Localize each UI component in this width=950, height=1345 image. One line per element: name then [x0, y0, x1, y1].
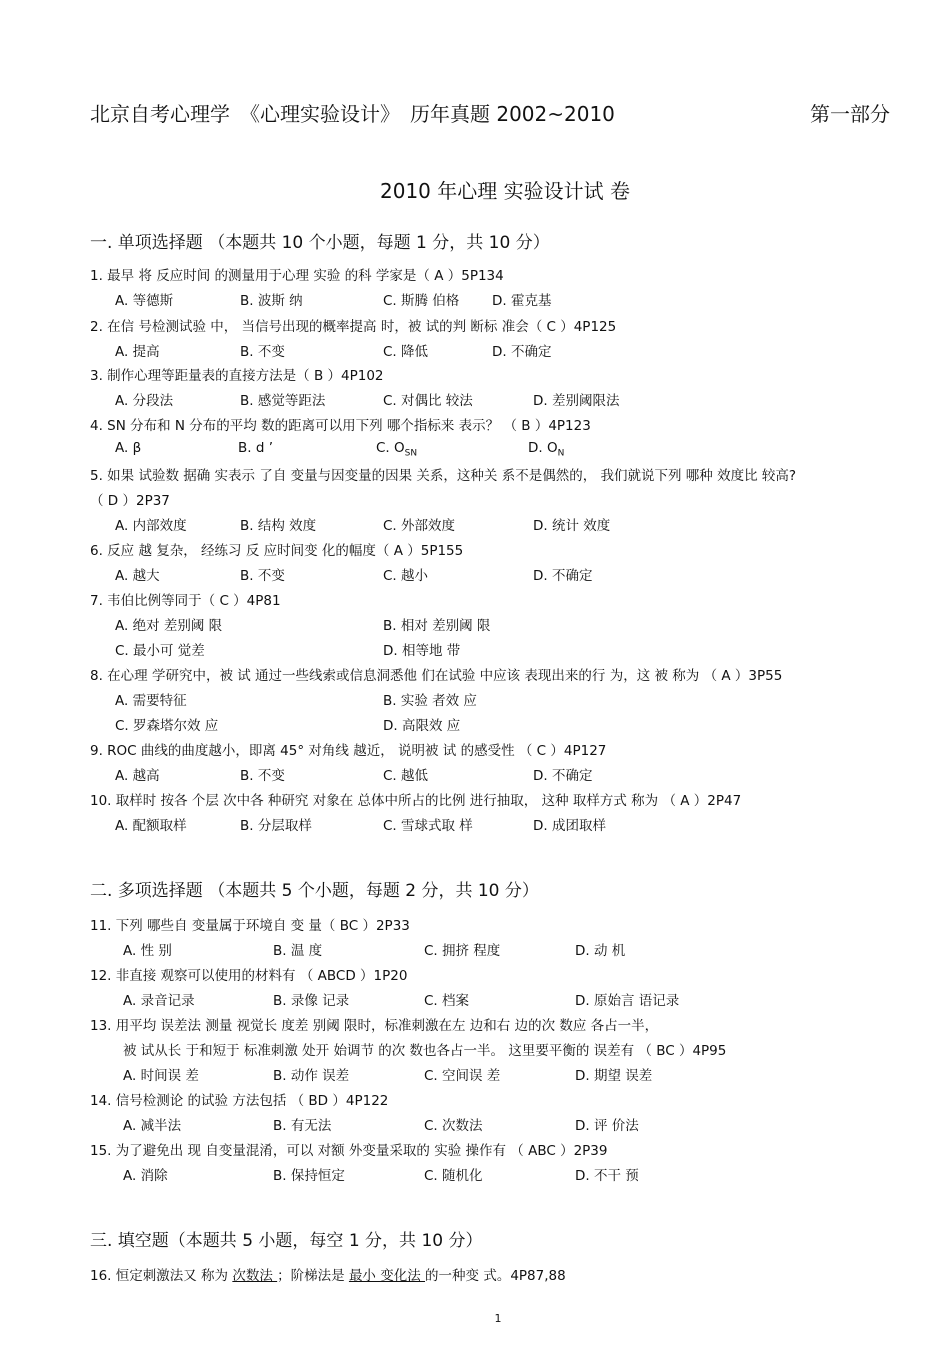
question-2: 2. 在信 号检测试验 中， 当信号出现的概率提高 时，被 试的判 断标 准会（ C ）4P125 — [90, 319, 617, 335]
q10-option-a: A. 配额取样 — [115, 818, 187, 834]
section-heading-multiple-choice: 二. 多项选择题 （本题共 5 个小题，每题 2 分，共 10 分） — [90, 881, 539, 901]
q15-option-c: C. 随机化 — [424, 1168, 483, 1184]
q12-option-d: D. 原始言 语记录 — [575, 993, 680, 1009]
q13-option-b: B. 动作 误差 — [273, 1068, 350, 1084]
q5-option-a: A. 内部效度 — [115, 518, 187, 534]
q3-option-a: A. 分段法 — [115, 393, 174, 409]
q2-option-d: D. 不确定 — [492, 344, 552, 360]
q4-option-b: B. d ’ — [238, 440, 273, 456]
q5-option-d: D. 统计 效度 — [533, 518, 611, 534]
question-6: 6. 反应 越 复杂， 经练习 反 应时间变 化的幅度（ A ）5P155 — [90, 543, 464, 559]
q7-option-a: A. 绝对 差别阈 限 — [115, 618, 223, 634]
question-4: 4. SN 分布和 N 分布的平均 数的距离可以用下列 哪个指标来 表示？ （ B ）4P123 — [90, 418, 591, 434]
q1-option-b: B. 波斯 纳 — [240, 293, 303, 309]
q12-option-c: C. 档案 — [424, 993, 470, 1009]
q1-option-d: D. 霍克基 — [492, 293, 552, 309]
question-12: 12. 非直接 观察可以使用的材料有 （ ABCD ）1P20 — [90, 968, 408, 984]
page-number: 1 — [494, 1312, 502, 1325]
q4-option-d: D. $O_N$ — [528, 440, 565, 459]
question-1: 1. 最早 将 反应时间 的测量用于心理 实验 的科 学家是（ A ）5P134 — [90, 268, 504, 284]
q6-option-a: A. 越大 — [115, 568, 160, 584]
q16-text-start: 16. 恒定刺激法又 称为 — [90, 1268, 233, 1284]
q6-option-d: D. 不确定 — [533, 568, 593, 584]
q14-option-a: A. 减半法 — [123, 1118, 182, 1134]
q16-text-end: 的一种变 式。4P87,88 — [425, 1268, 566, 1284]
q8-option-c: C. 罗森塔尔效 应 — [115, 718, 219, 734]
q14-option-b: B. 有无法 — [273, 1118, 332, 1134]
q9-option-c: C. 越低 — [383, 768, 429, 784]
q10-option-c: C. 雪球式取 样 — [383, 818, 473, 834]
exam-title: 2010 年心理 实验设计试 卷 — [380, 179, 630, 203]
q14-option-c: C. 次数法 — [424, 1118, 483, 1134]
q13-option-d: D. 期望 误差 — [575, 1068, 653, 1084]
q6-option-c: C. 越小 — [383, 568, 429, 584]
q15-option-a: A. 消除 — [123, 1168, 168, 1184]
q13-option-c: C. 空间误 差 — [424, 1068, 501, 1084]
q4-option-c: C. $O_{SN}$ — [376, 440, 418, 459]
q8-option-d: D. 高限效 应 — [383, 718, 461, 734]
q5-option-b: B. 结构 效度 — [240, 518, 317, 534]
q4-option-a: A. β — [115, 440, 142, 456]
question-14: 14. 信号检测论 的试验 方法包括 （ BD ）4P122 — [90, 1093, 389, 1109]
q7-option-b: B. 相对 差别阈 限 — [383, 618, 491, 634]
q13-option-a: A. 时间误 差 — [123, 1068, 199, 1084]
q8-option-a: A. 需要特征 — [115, 693, 187, 709]
q10-option-d: D. 成团取样 — [533, 818, 606, 834]
q1-option-c: C. 斯腾 伯格 — [383, 293, 460, 309]
q11-option-c: C. 拥挤 程度 — [424, 943, 501, 959]
question-15: 15. 为了避免出 现 自变量混淆，可以 对额 外变量采取的 实验 操作有 （ ABC ）2P39 — [90, 1143, 608, 1159]
q7-option-d: D. 相等地 带 — [383, 643, 461, 659]
q12-option-b: B. 录像 记录 — [273, 993, 350, 1009]
question-13-continued: 被 试从长 于和短于 标准刺激 处开 始调节 的次 数也各占一半。 这里要平衡的 误差有 （ BC ）4P95 — [123, 1043, 727, 1059]
question-13: 13. 用平均 误差法 测量 视觉长 度差 别阈 限时，标准刺激在左 边和右 边的次 数应 各占一半， — [90, 1018, 659, 1034]
q11-option-b: B. 温 度 — [273, 943, 323, 959]
q14-option-d: D. 评 价法 — [575, 1118, 639, 1134]
part-label: 第一部分 — [810, 102, 890, 126]
question-7: 7. 韦伯比例等同于（ C ）4P81 — [90, 593, 281, 609]
q16-answer-1: 次数法 — [232, 1268, 278, 1284]
q11-option-d: D. 动 机 — [575, 943, 626, 959]
question-10: 10. 取样时 按各 个层 次中各 种研究 对象在 总体中所占的比例 进行抽取， 这种 取样方式 称为 （ A ）2P47 — [90, 793, 742, 809]
q10-option-b: B. 分层取样 — [240, 818, 312, 834]
question-9: 9. ROC 曲线的曲度越小，即离 45° 对角线 越近， 说明被 试 的感受性 （ C ）4P127 — [90, 743, 607, 759]
document-header: 北京自考心理学 《心理实验设计》 历年真题 2002~2010 — [90, 102, 615, 126]
q2-option-b: B. 不变 — [240, 344, 285, 360]
q1-option-a: A. 等德斯 — [115, 293, 174, 309]
q9-option-b: B. 不变 — [240, 768, 285, 784]
q3-option-b: B. 感觉等距法 — [240, 393, 326, 409]
q5-option-c: C. 外部效度 — [383, 518, 456, 534]
q16-answer-2: 最小 变化法 — [348, 1268, 426, 1284]
q7-option-c: C. 最小可 觉差 — [115, 643, 205, 659]
q11-option-a: A. 性 别 — [123, 943, 172, 959]
question-3: 3. 制作心理等距量表的直接方法是（ B ）4P102 — [90, 368, 384, 384]
question-5-answer: （ D ）2P37 — [90, 493, 170, 509]
q12-option-a: A. 录音记录 — [123, 993, 195, 1009]
question-11: 11. 下列 哪些自 变量属于环境自 变 量（ BC ）2P33 — [90, 918, 410, 934]
q16-text-middle: ；阶梯法是 — [277, 1268, 349, 1284]
q2-option-c: C. 降低 — [383, 344, 429, 360]
q9-option-a: A. 越高 — [115, 768, 160, 784]
question-5: 5. 如果 试验数 据确 实表示 了自 变量与因变量的因果 关系，这种关 系不是偶然的， 我们就说下列 哪种 效度比 较高? — [90, 468, 797, 484]
q9-option-d: D. 不确定 — [533, 768, 593, 784]
section-heading-fill-in: 三. 填空题（本题共 5 小题，每空 1 分，共 10 分） — [90, 1231, 483, 1251]
q15-option-b: B. 保持恒定 — [273, 1168, 345, 1184]
q8-option-b: B. 实验 者效 应 — [383, 693, 477, 709]
q2-option-a: A. 提高 — [115, 344, 160, 360]
q3-option-d: D. 差别阈限法 — [533, 393, 620, 409]
question-16 — [90, 1264, 566, 1284]
section-heading-single-choice: 一. 单项选择题 （本题共 10 个小题，每题 1 分，共 10 分） — [90, 233, 550, 253]
q3-option-c: C. 对偶比 较法 — [383, 393, 473, 409]
question-8: 8. 在心理 学研究中，被 试 通过一些线索或信息洞悉他 们在试验 中应该 表现出来的行 为，这 被 称为 （ A ）3P55 — [90, 668, 783, 684]
q15-option-d: D. 不干 预 — [575, 1168, 639, 1184]
q6-option-b: B. 不变 — [240, 568, 285, 584]
